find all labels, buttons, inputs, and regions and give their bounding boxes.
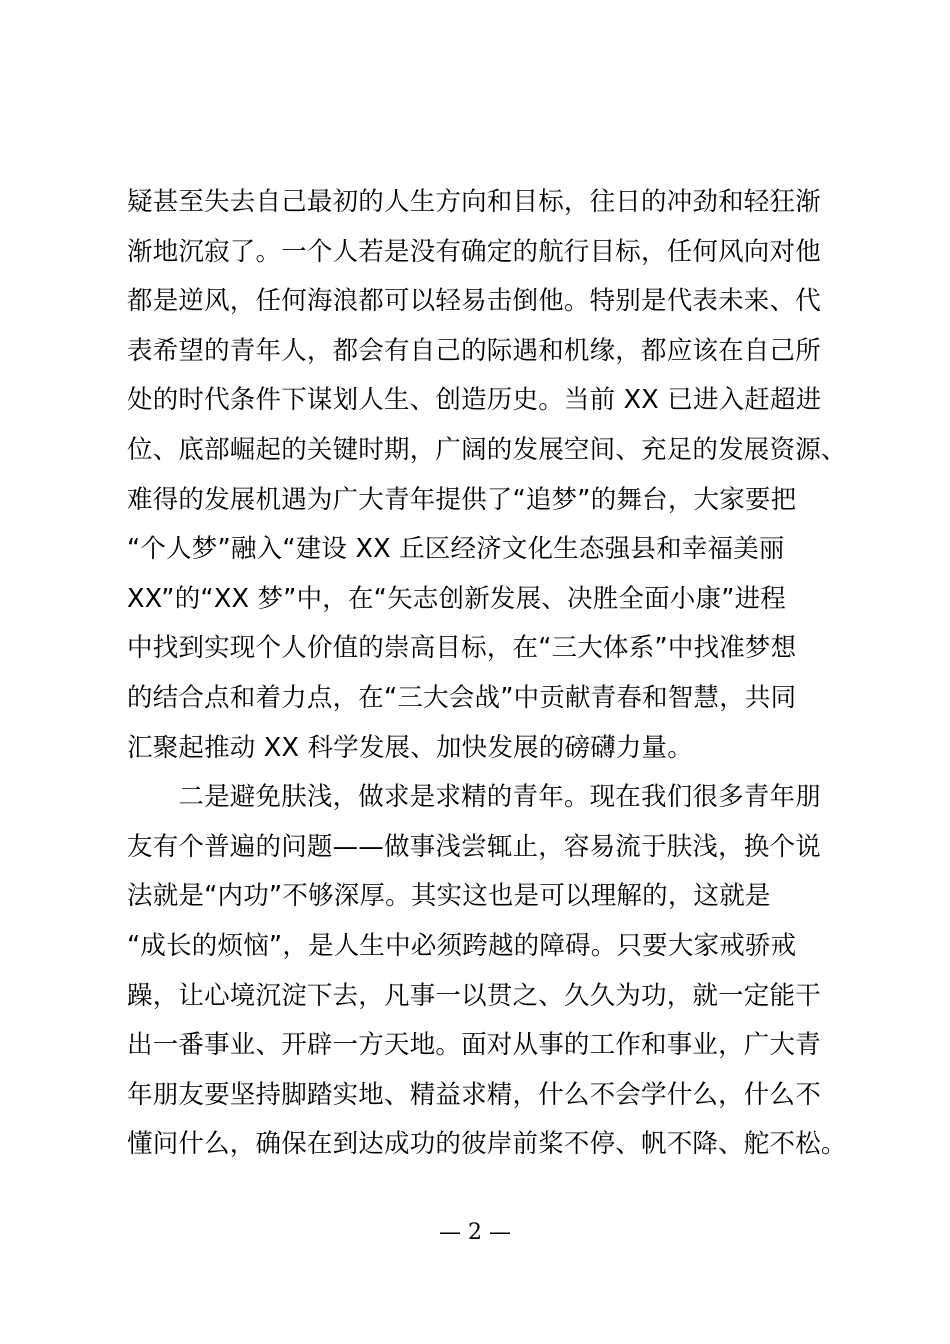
text-line: 的结合点和着力点，在“三大会战”中贡献青春和智慧，共同 bbox=[127, 682, 797, 713]
text-line: 懂问什么，确保在到达成功的彼岸前桨不停、帆不降、舵不松。 bbox=[127, 1129, 847, 1160]
text-line: 法就是“内功”不够深厚。其实这也是可以理解的，这就是 bbox=[127, 881, 771, 912]
text-line: “成长的烦恼”，是人生中必须跨越的障碍。只要大家戒骄戒 bbox=[127, 930, 797, 961]
text-line: 处的时代条件下谋划人生、创造历史。当前 XX 已进入赶超进 bbox=[127, 385, 822, 416]
text-line: 渐地沉寂了。一个人若是没有确定的航行目标，任何风向对他 bbox=[127, 236, 821, 267]
text-line: XX”的“XX 梦”中，在“矢志创新发展、决胜全面小康”进程 bbox=[127, 583, 787, 614]
text-line: 中找到实现个人价值的崇高目标，在“三大体系”中找准梦想 bbox=[127, 633, 797, 664]
text-line: 二是避免肤浅，做求是求精的青年。现在我们很多青年朋 bbox=[127, 782, 821, 813]
text-line: 出一番事业、开辟一方天地。面对从事的工作和事业，广大青 bbox=[127, 1030, 821, 1061]
text-line: “个人梦”融入“建设 XX 丘区经济文化生态强县和幸福美丽 bbox=[127, 534, 785, 565]
text-line: 躁，让心境沉淀下去，凡事一以贯之、久久为功，就一定能干 bbox=[127, 980, 821, 1011]
text-line: 都是逆风，任何海浪都可以轻易击倒他。特别是代表未来、代 bbox=[127, 286, 821, 317]
text-line: 位、底部崛起的关键时期，广阔的发展空间、充足的发展资源、 bbox=[127, 434, 847, 465]
text-line: 难得的发展机遇为广大青年提供了“追梦”的舞台，大家要把 bbox=[127, 484, 797, 515]
text-line: 汇聚起推动 XX 科学发展、加快发展的磅礴力量。 bbox=[127, 732, 693, 763]
page-number: — 2 — bbox=[439, 1220, 511, 1245]
text-line: 表希望的青年人，都会有自己的际遇和机缘，都应该在自己所 bbox=[127, 335, 821, 366]
text-line: 友有个普遍的问题——做事浅尝辄止，容易流于肤浅，换个说 bbox=[127, 831, 821, 862]
body-text bbox=[127, 178, 857, 1170]
text-line: 年朋友要坚持脚踏实地、精益求精，什么不会学什么，什么不 bbox=[127, 1079, 821, 1110]
text-line: 疑甚至失去自己最初的人生方向和目标，往日的冲劲和轻狂渐 bbox=[127, 187, 821, 217]
